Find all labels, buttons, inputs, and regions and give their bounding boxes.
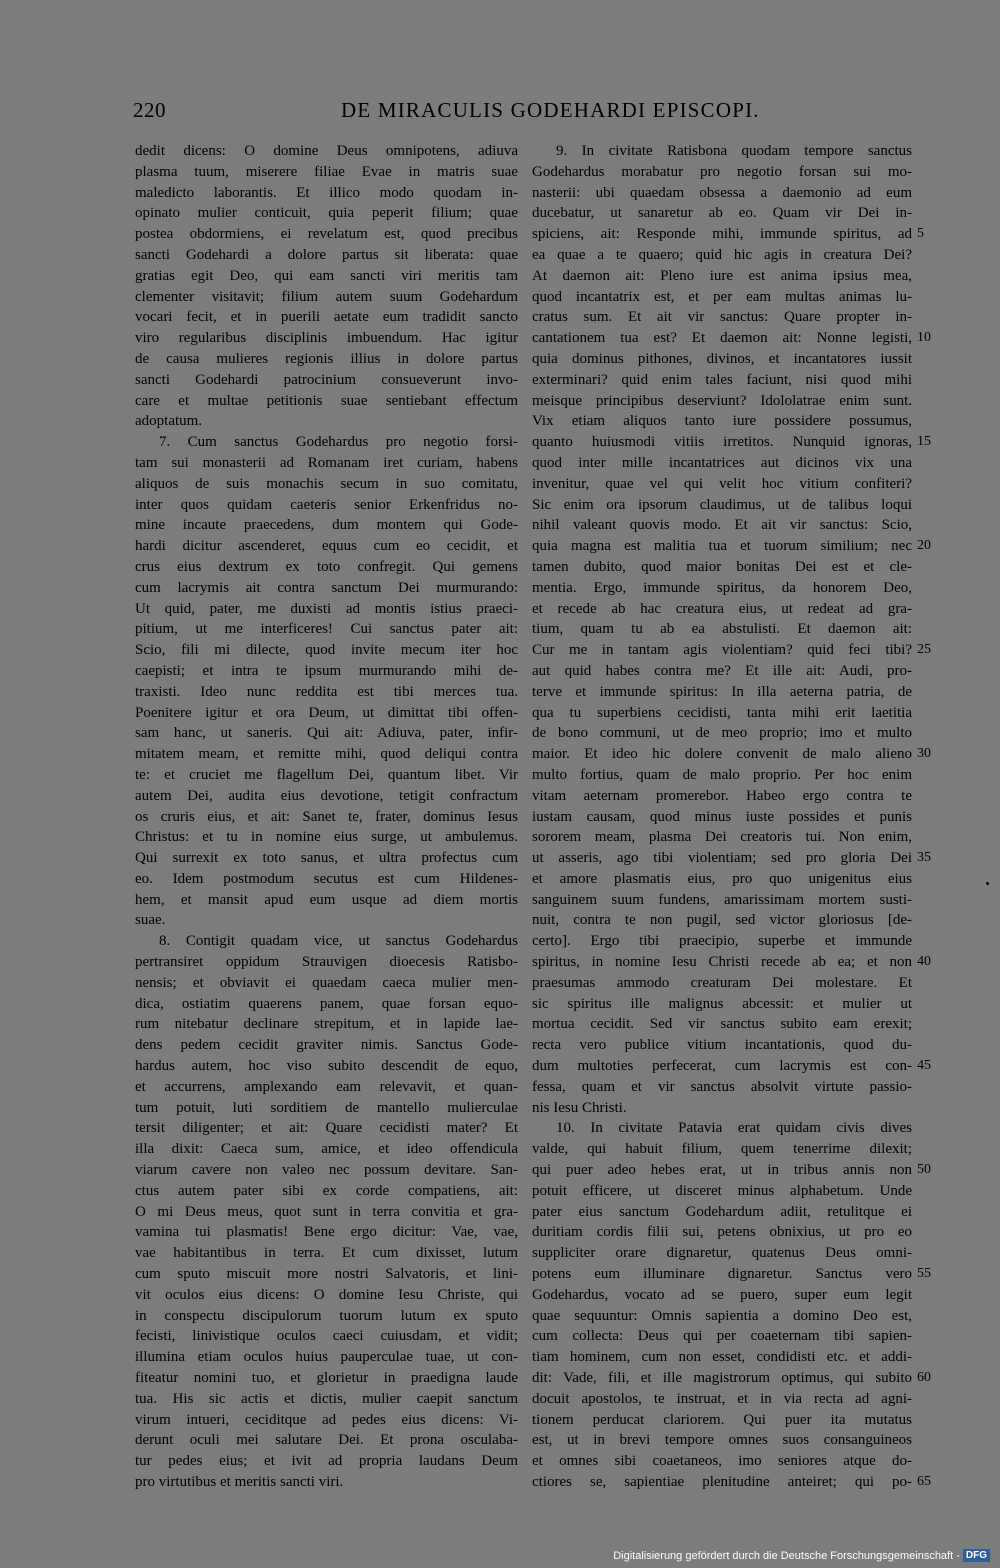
- text-line: illa dixit: Caeca sum, amice, et ideo offendicula: [135, 1141, 518, 1158]
- text-line: care et multae petitionis suae sentiebant effectum: [135, 392, 518, 409]
- line-number: 25: [917, 642, 931, 658]
- text-line: vit oculos eius dicens: O domine Iesu Christe, qui: [135, 1286, 518, 1303]
- text-line: mine incaute praecedens, dum montem qui Gode-: [135, 517, 518, 534]
- text-line: maior. Et ideo hic dolere convenit de malo alieno: [532, 746, 912, 763]
- text-line: invenitur, quae vel qui velit hoc vitium confiteri?: [532, 475, 912, 492]
- text-line: virum intueri, ceciditque ad pedes eius dicens: Vi-: [135, 1411, 518, 1428]
- text-line: eo. Idem postmodum secutus est cum Hildenes-: [135, 870, 518, 887]
- text-line: hardi dicitur ascenderet, equus cum eo cecidit, et: [135, 538, 518, 555]
- text-line: sororem meam, plasma Dei creatoris tui. Non enim,: [532, 829, 912, 846]
- text-line: gratias egit Deo, qui eam sancti viri meritis tam: [135, 267, 518, 284]
- text-line: dica, ostiatim quaerens panem, quae forsan equo-: [135, 995, 518, 1012]
- text-line: nuit, contra te non pugil, sed victor gloriosus [de-: [532, 912, 912, 929]
- text-line: spiritus, in nomine Iesu Christi recede ab ea; et non: [532, 954, 912, 971]
- text-line: potuit efficere, ut disceret minus alphabetum. Unde: [532, 1182, 912, 1199]
- footer-credit: Digitalisierung gefördert durch die Deutsche Forschungsgemeinschaft -: [613, 1549, 960, 1562]
- text-line: sancti Godehardi a dolore partus sit liberata: quae: [135, 246, 518, 263]
- text-line: tionem perducat clariorem. Qui puer ita mutatus: [532, 1411, 912, 1428]
- text-line: duritiam cordis filii sui, petens obnixius, ut pro eo: [532, 1224, 912, 1241]
- text-line: quanto huiusmodi vitiis irretitos. Nunquid ignoras,: [532, 434, 912, 451]
- text-line: hem, et mansit apud eum usque ad diem mortis: [135, 891, 518, 908]
- text-line: tersit diligenter; et ait: Quare cecidisti mater? Et: [135, 1120, 518, 1137]
- text-line: ducebatur, ut sanaretur ab eo. Quam vir Dei in-: [532, 205, 912, 222]
- text-line: tium, quam tu ab ea abstulisti. Et daemon ait:: [532, 621, 912, 638]
- text-line: multo fortius, quam de malo proprio. Per hoc enim: [532, 766, 912, 783]
- text-line: sanguinem suum fundens, amarissimam mortem susti-: [532, 891, 912, 908]
- text-line: cum lacrymis ait contra sanctum Dei murmurando:: [135, 579, 518, 596]
- text-line: quod incantatrix est, et per eam multas animas lu-: [532, 288, 912, 305]
- text-line: quae sequuntur: Omnis sapientia a domino Deo est,: [532, 1307, 912, 1324]
- text-line: dens pedem cecidit graviter nimis. Sanctus Gode-: [135, 1037, 518, 1054]
- text-line: illumina etiam oculos huius pauperculae tuae, ut con-: [135, 1349, 518, 1366]
- text-line: nensis; et obviavit ei quaedam caeca mulier men-: [135, 974, 518, 991]
- page-header: [133, 98, 913, 128]
- text-line: cantationem tua est? Et daemon ait: Nonne legisti,: [532, 330, 912, 347]
- margin-dot: [986, 882, 989, 885]
- text-line: aliquos de suis monachis secum in suo comitatu,: [135, 475, 518, 492]
- text-line: praesumas ammodo creaturam Dei molestare. Et: [532, 974, 912, 991]
- line-number: 40: [917, 954, 931, 970]
- text-line: fessa, quam et vir sanctus absolvit virtute passio-: [532, 1078, 912, 1095]
- text-line: aut quid habes contra me? Et ille ait: Audi, pro-: [532, 662, 912, 679]
- text-line: nis Iesu Christi.: [532, 1099, 627, 1116]
- text-line: Sic enim ora ipsorum claudimus, ut de talibus loqui: [532, 496, 912, 513]
- text-line: pitium, ut me interficeres! Cui sanctus pater ait:: [135, 621, 518, 638]
- text-line: mortua cecidit. Sed vir sanctus subito eam erexit;: [532, 1016, 912, 1033]
- text-line: ea quae a te quaero; quid hic agis in creatura Dei?: [532, 246, 912, 263]
- text-line: postea obdormiens, ei revelatum est, quod precibus: [135, 226, 518, 243]
- text-line: Vix etiam aliquos tanto iure possidere possumus,: [532, 413, 912, 430]
- text-line: de causa mulieres regionis illius in dolore partus: [135, 350, 518, 367]
- text-line: vamina tui plasmatis! Bene ergo dicitur: Vae, vae,: [135, 1224, 518, 1241]
- text-line: et omnes sibi coaetaneos, imo seniores atque do-: [532, 1453, 912, 1470]
- text-line: cum collecta: Deus qui per coaeternam tibi sapien-: [532, 1328, 912, 1345]
- text-line: docuit apostolos, te instruat, et in via recta ad agni-: [532, 1390, 912, 1407]
- text-line: viarum cavere non valeo nec possum devitare. San-: [135, 1162, 518, 1179]
- text-line: certo]. Ergo tibi praecipio, superbe et immunde: [532, 933, 912, 950]
- text-line: Qui surrexit ex toto sanus, et ultra profectus cum: [135, 850, 518, 867]
- text-line: O mi Deus meus, quot sunt in terra convitia et gra-: [135, 1203, 518, 1220]
- text-line: tum potuit, luti sorditiem de mantello mulierculae: [135, 1099, 518, 1116]
- text-line: est, ut in brevi tempore omnes suos consanguineos: [532, 1432, 912, 1449]
- text-line: fecisti, linivistique oculos caeci cuiusdam, et vidit;: [135, 1328, 518, 1345]
- running-title: DE MIRACULIS GODEHARDI EPISCOPI.: [341, 98, 760, 122]
- text-line: Godehardus morabatur pro negotio forsan sui mo-: [532, 163, 912, 180]
- text-line: tiam hominem, cum non esset, condidisti etc. et addi-: [532, 1349, 912, 1366]
- text-line: nihil valeant quovis modo. Et ait vir sanctus: Scio,: [532, 517, 912, 534]
- text-line: 9. In civitate Ratisbona quodam tempore sanctus: [556, 143, 912, 159]
- text-line: meisque principibus deserviunt? Idololatrae enim sunt.: [532, 392, 912, 409]
- text-line: plasma tuum, miserere filiae Evae in matris suae: [135, 163, 518, 180]
- text-line: viro regularibus disciplinis imbuendum. Hac igitur: [135, 330, 518, 347]
- text-line: ut asseris, ago tibi violentiam; sed pro gloria Dei: [532, 850, 912, 867]
- text-line: vae habitantibus in terra. Et cum dixisset, lutum: [135, 1245, 518, 1262]
- text-line: quod inter mille incantatrices aut dicinos vix una: [532, 454, 912, 471]
- text-line: adoptatum.: [135, 413, 203, 430]
- text-line: caepisti; et intra te ipsum murmurando mihi de-: [135, 662, 518, 679]
- text-line: et accurrens, amplexando eam relevavit, et quan-: [135, 1078, 518, 1095]
- text-line: exterminari? quid enim tales faciunt, nisi quod mihi: [532, 371, 912, 388]
- text-line: potens eum illuminare dignaretur. Sanctus vero: [532, 1266, 912, 1283]
- text-line: clementer visitavit; filium autem suum Godehardum: [135, 288, 518, 305]
- text-line: pertransiret oppidum Strauvigen dioecesis Ratisbo-: [135, 954, 518, 971]
- text-line: Cur me in tantam agis violentiam? quid feci tibi?: [532, 642, 912, 659]
- text-line: mentia. Ergo, immunde spiritus, da honorem Deo,: [532, 579, 912, 596]
- text-line: quia dominus pithones, divinos, et incantatores iussit: [532, 350, 912, 367]
- text-line: in conspectu discipulorum tuorum lutum ex sputo: [135, 1307, 518, 1324]
- text-line: cum sputo miscuit more nostri Salvatoris, et lini-: [135, 1266, 518, 1283]
- text-line: tam sui monasterii ad Romanam iret curiam, habens: [135, 454, 518, 471]
- text-line: vitam aeternam promerebor. Habeo ergo contra te: [532, 787, 912, 804]
- line-number: 30: [917, 746, 931, 762]
- text-line: et amore plasmatis eius, pro quo unigenitus eius: [532, 870, 912, 887]
- text-line: pro virtutibus et meritis sancti viri.: [135, 1474, 344, 1490]
- text-line: pater eius sanctum Godehardum adiit, retulitque ei: [532, 1203, 912, 1220]
- text-line: Godehardus, vocato ad se puero, super eum legit: [532, 1286, 912, 1303]
- text-line: sic spiritus ille malignus abcessit: et mulier ut: [532, 995, 912, 1012]
- text-line: sam hanc, ut saneris. Qui ait: Adiuva, pater, infir-: [135, 725, 518, 742]
- line-number: 20: [917, 538, 931, 554]
- text-line: cratus sum. Et ait vir sanctus: Quare propter in-: [532, 309, 912, 326]
- text-line: ctiores se, sapientiae plenitudine anteiret; qui po-: [532, 1474, 912, 1490]
- text-line: maledicto laborantis. Et illico modo quodam in-: [135, 184, 518, 201]
- left-text-column: [135, 141, 518, 1493]
- line-number: 65: [917, 1474, 931, 1490]
- text-line: terve et immunde spiritus: In illa aeterna patria, de: [532, 683, 912, 700]
- text-line: vocari fecit, et in puerili aetate eum tradidit sancto: [135, 309, 518, 326]
- text-line: nasterii: ubi quaedam obsessa a daemonio ad eum: [532, 184, 912, 201]
- text-line: de bono communi, ut de meo proprio; imo et multo: [532, 725, 912, 742]
- text-line: suppliciter orare dignaretur, quatenus Deus omni-: [532, 1245, 912, 1262]
- text-line: fiteatur nomini tuo, et glorietur in praedigna laude: [135, 1370, 518, 1387]
- text-line: qua tu superbiens cecidisti, tanta mihi erit laetitia: [532, 704, 912, 721]
- text-line: sancti Godehardi patrocinium consueverunt invo-: [135, 371, 518, 388]
- text-line: dum multoties perfecerat, cum lacrymis est con-: [532, 1058, 912, 1075]
- text-line: dedit dicens: O domine Deus omnipotens, adiuva: [135, 143, 518, 159]
- text-line: dit: Vade, fili, et ille magistrorum optimus, qui subito: [532, 1370, 912, 1387]
- text-line: quia magna est malitia tua et tuorum similium; nec: [532, 538, 912, 555]
- line-number: 60: [917, 1370, 931, 1386]
- text-line: valde, qui habuit filium, quem tenerrime dilexit;: [532, 1141, 912, 1158]
- footer: [613, 1549, 990, 1562]
- text-line: opinato mulier conticuit, quia peperit filium; quae: [135, 205, 518, 222]
- text-line: At daemon ait: Pleno iure est anima ipsius mea,: [532, 267, 912, 284]
- text-line: et recede ab hac creatura eius, ut redeat ad gra-: [532, 600, 912, 617]
- text-line: qui puer adeo hebes erat, ut in tribus annis non: [532, 1162, 912, 1179]
- text-line: iustam causam, quod minus iuste possides et punis: [532, 808, 912, 825]
- text-line: os cruris eius, et ait: Sanet te, frater, dominus Iesus: [135, 808, 518, 825]
- text-line: rum nitebatur declinare strepitum, et in lapide lae-: [135, 1016, 518, 1033]
- text-line: ctus autem pater sibi ex corde compatiens, ait:: [135, 1182, 518, 1199]
- text-line: tamen dubito, quod maior bonitas Dei est et cle-: [532, 558, 912, 575]
- text-line: Ut quid, pater, me duxisti ad montis istius praeci-: [135, 600, 518, 617]
- dfg-logo: DFG: [963, 1549, 990, 1562]
- line-number: 45: [917, 1058, 931, 1074]
- text-line: 7. Cum sanctus Godehardus pro negotio forsi-: [159, 434, 518, 451]
- right-text-column: [532, 141, 912, 1493]
- text-line: te: et cruciet me flagellum Dei, quantum libet. Vir: [135, 766, 518, 783]
- line-number: 15: [917, 434, 931, 450]
- text-line: 8. Contigit quadam vice, ut sanctus Godehardus: [159, 933, 518, 950]
- text-line: hardus autem, hoc viso subito descendit de equo,: [135, 1058, 518, 1075]
- text-line: tua. His sic actis et dictis, mulier caepit sanctum: [135, 1390, 518, 1407]
- text-line: crus eius dextrum ex toto confregit. Qui gemens: [135, 558, 518, 575]
- text-line: Christus: et tu in nomine eius surge, ut ambulemus.: [135, 829, 518, 846]
- line-number: 5: [917, 226, 924, 242]
- text-line: derunt oculi mei salutare Dei. Et prona osculaba-: [135, 1432, 518, 1449]
- line-number: 50: [917, 1162, 931, 1178]
- text-line: 10. In civitate Patavia erat quidam civis dives: [556, 1120, 912, 1137]
- text-line: tur pedes eius; et ivit ad propria laudans Deum: [135, 1453, 518, 1470]
- text-line: mitatem meam, et remitte mihi, quod deliqui contra: [135, 746, 518, 763]
- text-line: spiciens, ait: Responde mihi, immunde spiritus, ad: [532, 226, 912, 243]
- text-line: inter quos quidam caeteris senior Erkenfridus no-: [135, 496, 518, 513]
- text-line: suae.: [135, 912, 166, 929]
- text-line: Poenitere igitur et ora Deum, ut dimittat tibi offen-: [135, 704, 518, 721]
- text-line: autem Dei, audita eius devotione, tetigit confractum: [135, 787, 518, 804]
- text-line: traxisti. Ideo nunc reddita est tibi merces tua.: [135, 683, 518, 700]
- page-number: 220: [133, 98, 166, 122]
- line-number: 55: [917, 1266, 931, 1282]
- line-number: 35: [917, 850, 931, 866]
- line-number: 10: [917, 330, 931, 346]
- text-line: Scio, fili mi dilecte, quod invite mecum iter hoc: [135, 642, 518, 659]
- text-line: recta vero publice vitium incantationis, quod du-: [532, 1037, 912, 1054]
